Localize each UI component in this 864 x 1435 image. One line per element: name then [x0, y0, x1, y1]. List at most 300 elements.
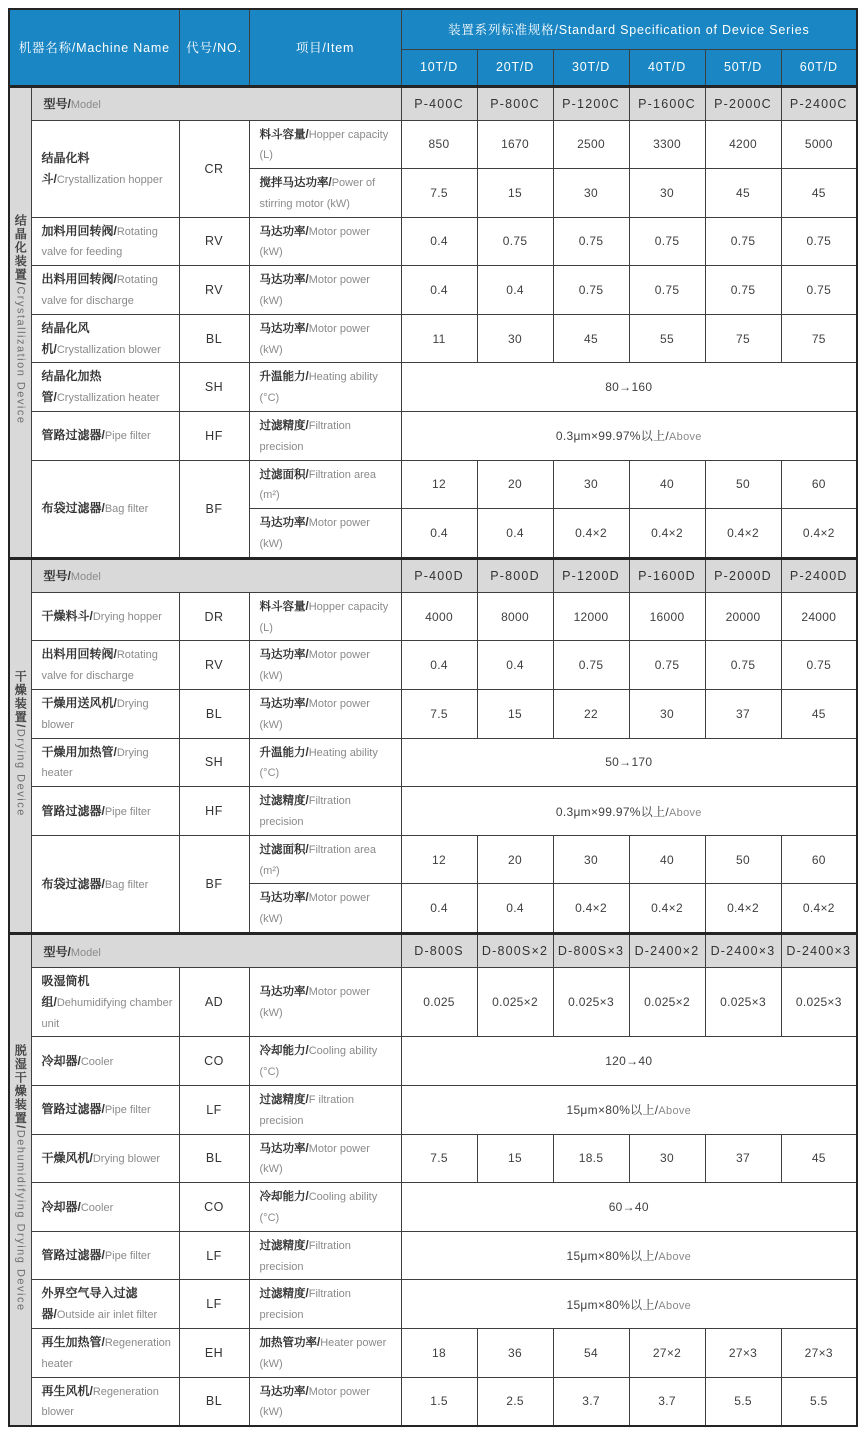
label-en: Filtration precision: [259, 1239, 351, 1273]
value-cell: 2500: [553, 120, 629, 169]
label-en: Motor power (kW): [259, 225, 370, 259]
value-cell: 30: [553, 460, 629, 509]
machine-cell: [31, 120, 179, 217]
label-zh: 干燥用加热管/: [41, 744, 117, 759]
label-zh: 0.3μm×99.97%以上/: [555, 429, 670, 444]
label-en: Rotating valve for discharge: [41, 649, 158, 683]
item-cell: [249, 460, 401, 509]
value-cell: 4200: [705, 120, 781, 169]
value-cell: 45: [553, 314, 629, 363]
header-capacity-60td: 60T/D: [781, 49, 857, 86]
value-cell: 45: [781, 169, 857, 218]
value-cell: 30: [553, 169, 629, 218]
item-cell: [249, 1328, 401, 1377]
label-zh: 冷却能力/: [259, 1045, 309, 1058]
value-cell: 18: [401, 1328, 477, 1377]
table-row: [9, 1377, 857, 1426]
value-cell: 0.75: [553, 641, 629, 690]
label-zh: 结晶化装置/: [13, 214, 28, 287]
value-cell: 0.75: [705, 217, 781, 266]
value-cell: 30: [477, 314, 553, 363]
value-cell: 36: [477, 1328, 553, 1377]
label-zh: 外界空气导入过滤器/: [41, 1286, 138, 1322]
value-cell: 0.4: [477, 509, 553, 559]
label-zh: 冷却器/: [41, 1053, 81, 1068]
machine-cell: [31, 314, 179, 363]
table-row: [9, 120, 857, 169]
model-row: [9, 86, 857, 120]
value-cell: 75: [705, 314, 781, 363]
label-en: Bag filter: [104, 878, 149, 891]
value-cell: 0.75: [781, 641, 857, 690]
section-strip: [9, 934, 31, 1427]
label-en: Motor power (kW): [259, 1385, 370, 1419]
machine-cell: [31, 592, 179, 641]
model-value: P-800D: [477, 558, 553, 592]
label-zh: 过滤精度/: [259, 1239, 309, 1252]
item-cell: [249, 120, 401, 169]
value-cell: 16000: [629, 592, 705, 641]
label-en: Hopper capacity (L): [259, 128, 389, 162]
value-cell: 2.5: [477, 1377, 553, 1426]
value-cell: 37: [705, 1134, 781, 1183]
table-row: [9, 1037, 857, 1086]
label-en: Cooling ability (°C): [259, 1045, 378, 1079]
label-en: Motor power (kW): [259, 517, 370, 551]
value-cell: 0.4: [401, 509, 477, 559]
spec-table: [8, 8, 858, 1427]
item-cell: [249, 1037, 401, 1086]
value-cell: 0.75: [781, 266, 857, 315]
label-zh: 管路过滤器/: [41, 428, 105, 443]
value-cell: 15: [477, 1134, 553, 1183]
label-en: Model: [70, 946, 101, 959]
value-cell: 4000: [401, 592, 477, 641]
label-zh: 15μm×80%以上/: [566, 1297, 659, 1312]
label-en: Model: [70, 571, 101, 584]
item-cell: [249, 835, 401, 884]
label-zh: 过滤精度/: [259, 795, 309, 808]
value-cell: 5.5: [781, 1377, 857, 1426]
label-zh: 加热管功率/: [259, 1336, 321, 1349]
machine-cell: [31, 690, 179, 739]
label-zh: 过滤面积/: [259, 468, 309, 481]
label-zh: 过滤面积/: [259, 843, 309, 856]
value-cell: 55: [629, 314, 705, 363]
device-section: [9, 558, 857, 933]
label-en: Pipe filter: [104, 1250, 151, 1263]
machine-cell: [31, 1134, 179, 1183]
item-cell: [249, 314, 401, 363]
label-zh: 0.3μm×99.97%以上/: [555, 804, 670, 819]
label-en: Heater power (kW): [259, 1336, 387, 1370]
label-zh: 管路过滤器/: [41, 803, 105, 818]
item-cell: [249, 592, 401, 641]
label-zh: 马达功率/: [259, 1142, 309, 1155]
table-row: [9, 1231, 857, 1280]
table-row: [9, 266, 857, 315]
label-zh: 吸湿筒机组/: [41, 974, 90, 1009]
label-zh: 加料用回转阀/: [41, 223, 117, 238]
value-cell: 1670: [477, 120, 553, 169]
code-cell: RV: [179, 641, 249, 690]
label-en: Motor power (kW): [259, 892, 370, 926]
value-cell: 7.5: [401, 169, 477, 218]
value-span-cell: [401, 1085, 857, 1134]
item-cell: [249, 363, 401, 412]
label-zh: 管路过滤器/: [41, 1248, 105, 1263]
model-value: P-2400D: [781, 558, 857, 592]
model-value: P-1200D: [553, 558, 629, 592]
value-cell: 24000: [781, 592, 857, 641]
value-cell: 0.75: [477, 217, 553, 266]
label-en: Motor power (kW): [259, 698, 370, 731]
value-cell: 0.025×3: [553, 968, 629, 1037]
model-value: P-2000D: [705, 558, 781, 592]
label-en: Crystallization hopper: [56, 173, 163, 186]
section-strip: [9, 558, 31, 933]
item-cell: [249, 1085, 401, 1134]
value-cell: 0.025×2: [477, 968, 553, 1037]
code-cell: BL: [179, 690, 249, 739]
value-span-cell: [401, 412, 857, 461]
table-row: [9, 1280, 857, 1329]
machine-cell: [31, 363, 179, 412]
label-en: Drying Device: [14, 728, 27, 817]
value-cell: 0.75: [629, 217, 705, 266]
label-zh: 脱湿干燥装置/: [13, 1043, 28, 1130]
value-cell: 0.75: [553, 266, 629, 315]
item-cell: [249, 266, 401, 315]
label-en: Motor power (kW): [259, 649, 370, 683]
machine-cell: [31, 968, 179, 1037]
model-value: P-2400C: [781, 86, 857, 120]
value-cell: 7.5: [401, 1134, 477, 1183]
code-cell: CO: [179, 1183, 249, 1232]
value-cell: 0.4: [401, 641, 477, 690]
value-cell: 0.75: [629, 641, 705, 690]
value-cell: 0.75: [553, 217, 629, 266]
label-en: F iltration precision: [259, 1093, 354, 1127]
table-row: [9, 641, 857, 690]
item-cell: [249, 1377, 401, 1426]
model-row: [9, 558, 857, 592]
value-cell: 0.4×2: [553, 884, 629, 934]
value-cell: 20: [477, 460, 553, 509]
value-cell: 0.025×3: [705, 968, 781, 1037]
header-capacity-40td: 40T/D: [629, 49, 705, 86]
machine-cell: [31, 1328, 179, 1377]
label-en: Cooling ability (°C): [259, 1191, 378, 1224]
machine-cell: [31, 1280, 179, 1329]
label-en: Crystallization blower: [56, 343, 161, 356]
label-zh: 过滤精度/: [259, 1093, 309, 1106]
value-span-cell: [401, 1231, 857, 1280]
device-section: [9, 934, 857, 1427]
value-cell: 45: [705, 169, 781, 218]
table-row: [9, 460, 857, 509]
label-zh: 型号/: [43, 97, 71, 111]
value-cell: 0.4×2: [705, 509, 781, 559]
item-cell: [249, 641, 401, 690]
code-cell: BF: [179, 460, 249, 558]
model-value: P-400D: [401, 558, 477, 592]
code-cell: LF: [179, 1085, 249, 1134]
value-cell: 3.7: [629, 1377, 705, 1426]
label-zh: 型号/: [43, 569, 71, 584]
label-zh: 料斗容量/: [259, 128, 309, 141]
label-en: Drying hopper: [92, 611, 162, 624]
label-zh: 再生风机/: [41, 1383, 93, 1398]
table-row: [9, 835, 857, 884]
model-value: D-2400×2: [629, 934, 705, 968]
label-en: Heating ability (°C): [259, 746, 378, 780]
header-series-title: 装置系列标准规格/Standard Specification of Device Series: [401, 9, 857, 49]
label-en: Motor power (kW): [259, 274, 370, 308]
section-strip-label: [14, 1044, 26, 1312]
table-row: [9, 738, 857, 787]
value-cell: 30: [553, 835, 629, 884]
section-strip-label: [14, 670, 26, 817]
machine-cell: [31, 412, 179, 461]
label-zh: 马达功率/: [259, 274, 309, 287]
value-cell: 12: [401, 835, 477, 884]
label-zh: 布袋过滤器/: [41, 876, 105, 891]
item-cell: [249, 1231, 401, 1280]
machine-cell: [31, 217, 179, 266]
table-row: [9, 412, 857, 461]
label-zh: 结晶化料斗/: [41, 150, 90, 186]
value-cell: 0.4: [477, 641, 553, 690]
model-value: P-1600C: [629, 86, 705, 120]
value-cell: 0.4×2: [629, 884, 705, 934]
value-span-cell: [401, 738, 857, 787]
machine-cell: [31, 787, 179, 836]
label-en: Above: [658, 1299, 692, 1312]
machine-cell: [31, 460, 179, 558]
label-zh: 干燥料斗/: [41, 609, 93, 624]
header-machine-name: 机器名称/Machine Name: [9, 9, 179, 86]
label-zh: 出料用回转阀/: [41, 272, 117, 287]
value-cell: 0.4×2: [705, 884, 781, 934]
value-cell: 0.75: [705, 266, 781, 315]
label-zh: 120→40: [605, 1054, 653, 1069]
label-zh: 马达功率/: [259, 698, 309, 711]
label-zh: 搅拌马达功率/: [259, 177, 332, 190]
code-cell: BF: [179, 835, 249, 933]
model-value: D-2400×3: [781, 934, 857, 968]
value-cell: 850: [401, 120, 477, 169]
value-span-cell: [401, 1183, 857, 1232]
code-cell: AD: [179, 968, 249, 1037]
header-code: 代号/NO.: [179, 9, 249, 86]
model-value: D-2400×3: [705, 934, 781, 968]
table-row: [9, 690, 857, 739]
label-zh: 结晶化加热管/: [41, 369, 102, 405]
header-capacity-50td: 50T/D: [705, 49, 781, 86]
item-cell: [249, 968, 401, 1037]
value-cell: 40: [629, 835, 705, 884]
label-en: Above: [658, 1105, 692, 1118]
value-cell: 45: [781, 1134, 857, 1183]
code-cell: CO: [179, 1037, 249, 1086]
value-cell: 0.4×2: [629, 509, 705, 559]
label-zh: 再生加热管/: [41, 1334, 105, 1349]
value-cell: 60: [781, 835, 857, 884]
machine-cell: [31, 266, 179, 315]
value-cell: 15: [477, 169, 553, 218]
model-label: [31, 86, 401, 120]
table-row: [9, 314, 857, 363]
item-cell: [249, 884, 401, 934]
code-cell: RV: [179, 266, 249, 315]
machine-cell: [31, 1183, 179, 1232]
label-zh: 出料用回转阀/: [41, 647, 117, 662]
label-zh: 马达功率/: [259, 225, 309, 238]
label-zh: 布袋过滤器/: [41, 501, 105, 516]
value-cell: 27×3: [781, 1328, 857, 1377]
code-cell: SH: [179, 363, 249, 412]
label-en: Cooler: [80, 1201, 114, 1214]
label-en: Bag filter: [104, 503, 149, 516]
value-span-cell: [401, 787, 857, 836]
code-cell: HF: [179, 412, 249, 461]
label-zh: 料斗容量/: [259, 600, 309, 613]
model-value: P-2000C: [705, 86, 781, 120]
label-en: Filtration area (m²): [259, 843, 376, 877]
code-cell: DR: [179, 592, 249, 641]
label-en: Regeneration heater: [41, 1336, 171, 1370]
value-cell: 22: [553, 690, 629, 739]
value-cell: 0.4: [401, 884, 477, 934]
value-cell: 5.5: [705, 1377, 781, 1426]
table-row: [9, 217, 857, 266]
model-label: [31, 558, 401, 592]
value-cell: 5000: [781, 120, 857, 169]
code-cell: HF: [179, 787, 249, 836]
machine-cell: [31, 641, 179, 690]
table-row: [9, 1085, 857, 1134]
value-cell: 0.4: [401, 217, 477, 266]
value-cell: 30: [629, 690, 705, 739]
value-cell: 11: [401, 314, 477, 363]
label-en: Pipe filter: [104, 430, 151, 443]
label-en: Filtration precision: [259, 420, 351, 453]
label-en: Cooler: [80, 1055, 114, 1068]
table-row: [9, 968, 857, 1037]
code-cell: BL: [179, 1134, 249, 1183]
label-en: Dehumidifying chamber unit: [41, 996, 173, 1030]
value-cell: 1.5: [401, 1377, 477, 1426]
value-cell: 60: [781, 460, 857, 509]
header-capacity-30td: 30T/D: [553, 49, 629, 86]
value-cell: 0.4: [401, 266, 477, 315]
machine-cell: [31, 1085, 179, 1134]
model-label: [31, 934, 401, 968]
value-span-cell: [401, 363, 857, 412]
table-row: [9, 1134, 857, 1183]
value-cell: 0.025×3: [781, 968, 857, 1037]
item-cell: [249, 1183, 401, 1232]
value-cell: 20: [477, 835, 553, 884]
table-header: [9, 9, 857, 86]
model-value: P-800C: [477, 86, 553, 120]
model-value: D-800S: [401, 934, 477, 968]
value-cell: 37: [705, 690, 781, 739]
label-zh: 干燥装置/: [13, 670, 28, 729]
item-cell: [249, 1280, 401, 1329]
label-en: Above: [658, 1251, 692, 1264]
value-cell: 0.4×2: [781, 509, 857, 559]
label-zh: 升温能力/: [259, 371, 309, 384]
value-cell: 0.025: [401, 968, 477, 1037]
label-zh: 升温能力/: [259, 746, 309, 759]
section-strip-label: [14, 214, 26, 425]
value-cell: 3300: [629, 120, 705, 169]
label-zh: 过滤精度/: [259, 420, 309, 433]
machine-cell: [31, 1037, 179, 1086]
label-en: Regeneration blower: [41, 1385, 159, 1419]
label-zh: 结晶化风机/: [41, 320, 90, 356]
label-en: Above: [669, 431, 702, 444]
value-cell: 12000: [553, 592, 629, 641]
value-cell: 27×3: [705, 1328, 781, 1377]
device-section: [9, 86, 857, 558]
label-zh: 60→40: [608, 1199, 649, 1214]
model-value: D-800S×2: [477, 934, 553, 968]
label-en: Drying blower: [92, 1152, 161, 1165]
value-cell: 0.75: [629, 266, 705, 315]
item-cell: [249, 738, 401, 787]
label-en: Rotating valve for discharge: [41, 274, 158, 308]
value-cell: 75: [781, 314, 857, 363]
label-en: Filtration area (m²): [259, 468, 376, 502]
code-cell: BL: [179, 314, 249, 363]
label-zh: 马达功率/: [259, 986, 309, 999]
machine-cell: [31, 835, 179, 933]
label-en: Rotating valve for feeding: [41, 225, 158, 259]
label-zh: 冷却能力/: [259, 1191, 309, 1204]
label-en: Filtration precision: [259, 1288, 351, 1322]
value-span-cell: [401, 1280, 857, 1329]
label-en: Filtration precision: [259, 795, 351, 829]
header-capacity-20td: 20T/D: [477, 49, 553, 86]
value-cell: 0.025×2: [629, 968, 705, 1037]
code-cell: SH: [179, 738, 249, 787]
value-cell: 54: [553, 1328, 629, 1377]
code-cell: BL: [179, 1377, 249, 1426]
label-en: Motor power (kW): [259, 986, 370, 1020]
value-span-cell: [401, 1037, 857, 1086]
value-cell: 30: [629, 169, 705, 218]
label-zh: 型号/: [43, 944, 71, 959]
value-cell: 0.75: [781, 217, 857, 266]
value-cell: 0.4×2: [781, 884, 857, 934]
value-cell: 0.75: [705, 641, 781, 690]
value-cell: 50: [705, 835, 781, 884]
table-row: [9, 1183, 857, 1232]
label-zh: 干燥风机/: [41, 1150, 93, 1165]
label-zh: 15μm×80%以上/: [566, 1249, 659, 1264]
item-cell: [249, 690, 401, 739]
label-zh: 干燥用送风机/: [41, 696, 117, 711]
value-cell: 50: [705, 460, 781, 509]
label-zh: 管路过滤器/: [41, 1102, 105, 1117]
code-cell: CR: [179, 120, 249, 217]
item-cell: [249, 169, 401, 218]
value-cell: 15: [477, 690, 553, 739]
label-zh: 马达功率/: [259, 517, 309, 530]
